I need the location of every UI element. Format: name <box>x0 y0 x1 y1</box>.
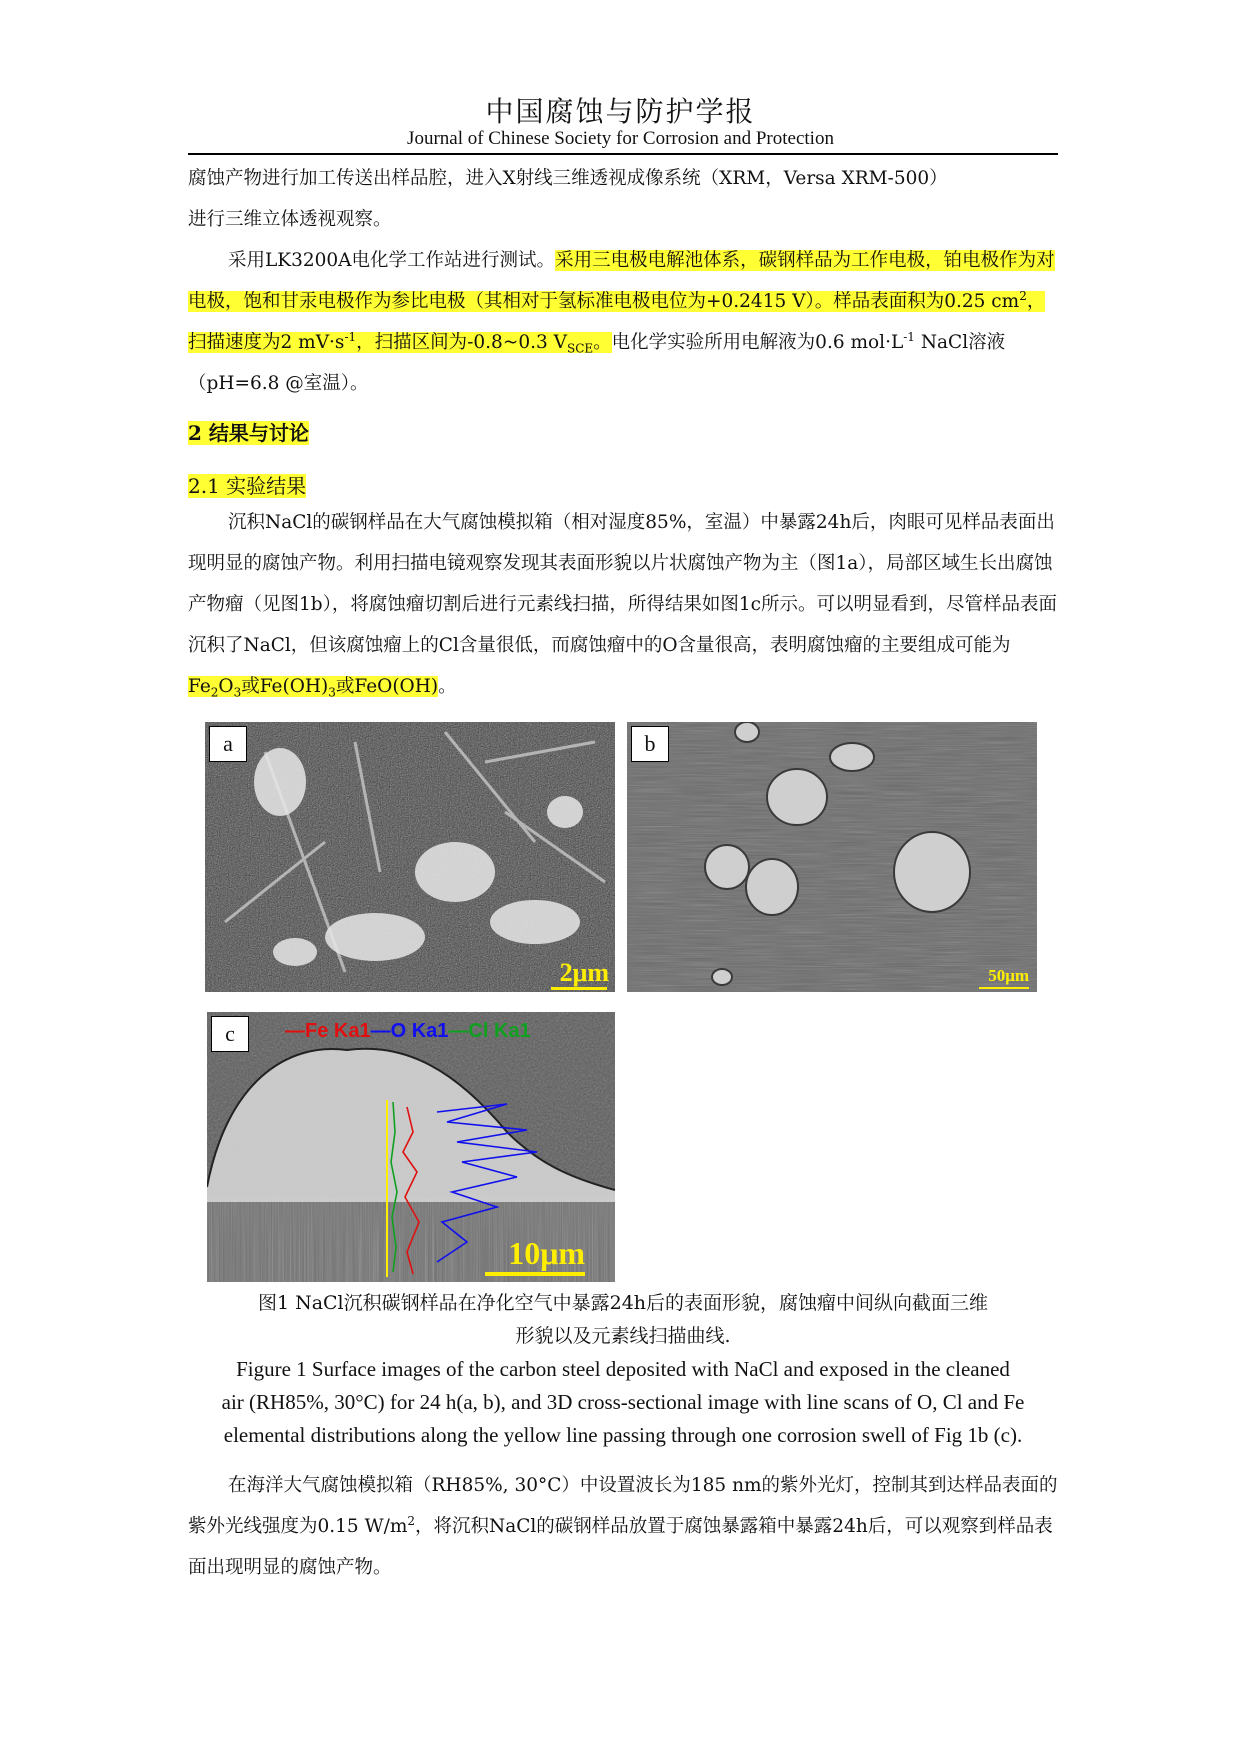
scalebar-line-a <box>551 987 607 990</box>
figure-panel-a <box>205 722 615 992</box>
figure-panel-c <box>207 1012 615 1282</box>
scalebar-c: 10μm <box>508 1235 585 1271</box>
sem-image-b <box>627 722 1037 992</box>
sub-sce: SCE <box>566 341 594 356</box>
paragraph-1 <box>188 158 1058 240</box>
legend-fe: —Fe Ka1 <box>285 1020 371 1042</box>
section-heading-2-1-text: 2.1 实验结果 <box>188 474 307 498</box>
caption-en-line-3: elemental distributions along the yellow line passing through one corrosion swell of Fig 1b (c). <box>223 1423 1023 1447</box>
section-heading-2 <box>188 417 309 446</box>
paragraph-2 <box>188 240 1058 404</box>
figure-caption-en <box>188 1353 1058 1452</box>
journal-title-cn: 中国腐蚀与防护学报 <box>485 95 756 128</box>
panel-label-a: a <box>209 726 247 762</box>
sup-s-1: -1 <box>344 329 357 344</box>
paragraph-3 <box>188 502 1058 707</box>
formula-o: O <box>218 676 234 697</box>
header-rule <box>188 153 1058 155</box>
highlight-text-1: 采用三电极电解池体系，碳钢样品为工作电极，铂电极作为对电极，饱和甘汞电极作为参比电极（其相对于氢标准电极电位为+0.2415 V）。样品表面积为0.25 cm <box>188 250 1055 312</box>
figure-caption-cn <box>188 1287 1058 1353</box>
sub-fe2: 2 <box>210 685 219 700</box>
formula-feoh3: 或Fe(OH) <box>241 676 329 697</box>
paragraph-4-text-a: 在海洋大气腐蚀模拟箱（RH85%, 30°C）中设置波长为185 nm的紫外光灯，控制其到达样品表面的紫外光线强度为0.15 W/m <box>188 1475 1058 1537</box>
paragraph-1-line-1: 腐蚀产物进行加工传送出样品腔，进入X射线三维透视成像系统（XRM，Versa XRM-500） <box>188 168 948 189</box>
scalebar-b: 50μm <box>988 966 1029 985</box>
figure-panel-b <box>627 722 1037 992</box>
formula-feooh: 或FeO(OH) <box>335 676 439 697</box>
highlight-text-3: ，扫描区间为-0.8~0.3 V <box>356 332 567 353</box>
scalebar-a: 2μm <box>559 958 609 987</box>
panel-label-c: c <box>211 1016 249 1052</box>
paragraph-4 <box>188 1465 1058 1588</box>
caption-cn-line-1: 图1 NaCl沉积碳钢样品在净化空气中暴露24h后的表面形貌，腐蚀瘤中间纵向截面三维 <box>257 1292 989 1314</box>
highlight-text-4: 。 <box>593 332 612 353</box>
panel-label-b: b <box>631 726 669 762</box>
paragraph-4-text-b: ，将沉积NaCl的碳钢样品放置于腐蚀暴露箱中暴露24h后，可以观察到样品表面出现明显的腐蚀产物。 <box>188 1516 1053 1578</box>
paragraph-2-text-c: NaCl溶液（pH=6.8 @室温）。 <box>188 332 1006 394</box>
sub-oh3: 3 <box>328 685 336 700</box>
section-heading-2-text: 2 结果与讨论 <box>188 421 309 445</box>
sup-m2: 2 <box>407 1513 416 1528</box>
legend-o: —O Ka1 <box>370 1020 449 1042</box>
paragraph-2-text-a: 采用LK3200A电化学工作站进行测试。 <box>228 250 556 271</box>
journal-title-en: Journal of Chinese Society for Corrosion and Protection <box>407 128 834 149</box>
scalebar-line-b <box>979 987 1029 989</box>
caption-en-line-1: Figure 1 Surface images of the carbon steel deposited with NaCl and exposed in the cleaned <box>236 1357 1010 1381</box>
paragraph-3-text-a: 沉积NaCl的碳钢样品在大气腐蚀模拟箱（相对湿度85%，室温）中暴露24h后，肉眼可见样品表面出现明显的腐蚀产物。利用扫描电镜观察发现其表面形貌以片状腐蚀产物为主（图1a），局部区域生长出腐蚀产物瘤（见图1b），将腐蚀瘤切割后进行元素线扫描，所得结果如图1c所示。可以明显看到，尽管样品表面沉积了NaCl，但该腐蚀瘤上的Cl含量很低，而腐蚀瘤中的O含量很高，表明腐蚀瘤的主要组成可能为 <box>188 512 1057 656</box>
caption-en-line-2: air (RH85%, 30°C) for 24 h(a, b), and 3D cross-sectional image with line scans of O, Cl and Fe <box>221 1390 1025 1414</box>
legend-cl: —Cl Ka1 <box>448 1020 531 1042</box>
element-legend <box>285 1020 531 1043</box>
caption-cn-line-2: 形貌以及元素线扫描曲线. <box>515 1325 731 1347</box>
scalebar-line-c <box>485 1272 585 1276</box>
sem-image-a <box>205 722 615 992</box>
paragraph-1-line-2: 进行三维立体透视观察。 <box>188 209 392 230</box>
paragraph-2-text-b: 电化学实验所用电解液为0.6 mol·L <box>611 332 904 353</box>
sup-cm2: 2 <box>1019 288 1027 303</box>
sup-l-1: -1 <box>903 329 915 344</box>
formula-fe: Fe <box>188 676 211 697</box>
paragraph-3-text-b: 。 <box>438 676 457 697</box>
section-heading-2-1 <box>188 470 306 499</box>
highlight-formulas <box>188 676 439 700</box>
highlight-text-2: ，扫描速度为2 mV·s <box>188 291 1046 353</box>
sub-o3: 3 <box>233 685 242 700</box>
